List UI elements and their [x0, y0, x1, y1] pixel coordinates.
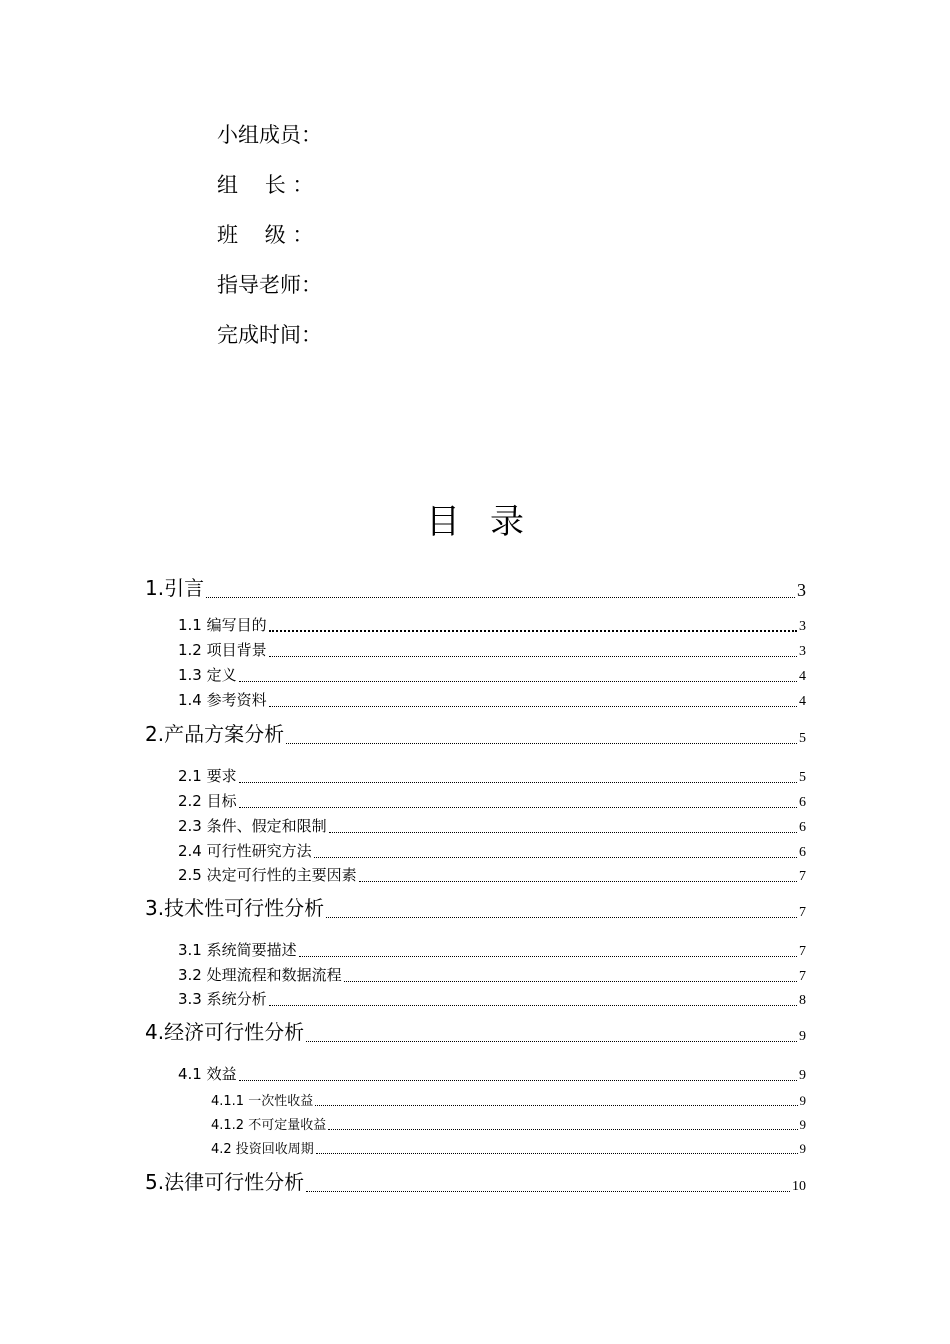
toc-entry-label: 3.3 系统分析 [178, 990, 267, 1008]
toc-entry-label: 1.引言 [145, 576, 205, 600]
toc-leader [359, 881, 797, 882]
toc-leader [299, 956, 797, 957]
toc-entry-page: 7 [799, 869, 806, 884]
toc-leader [269, 656, 797, 657]
toc-entry[interactable] [178, 840, 806, 861]
toc-entry[interactable] [145, 718, 806, 747]
toc-entry-page: 10 [792, 1179, 806, 1194]
toc-entry-label: 2.1 要求 [178, 767, 237, 785]
toc-entry[interactable] [178, 964, 806, 985]
toc-entry-label: 3.2 处理流程和数据流程 [178, 966, 342, 984]
toc-leader [286, 743, 797, 744]
toc-entry-label: 2.产品方案分析 [145, 722, 285, 746]
class-label: 班 级 ： [217, 223, 314, 247]
toc-entry-page: 8 [799, 993, 806, 1008]
toc-leader [269, 706, 797, 707]
toc-entry[interactable] [178, 765, 806, 786]
toc-entry[interactable] [178, 790, 806, 811]
toc-entry-label: 3.1 系统简要描述 [178, 941, 297, 959]
toc-entry[interactable] [178, 639, 806, 660]
toc-entry[interactable] [211, 1114, 806, 1133]
toc-leader [269, 1005, 797, 1006]
toc-entry[interactable] [145, 1016, 806, 1045]
toc-entry[interactable] [145, 892, 806, 921]
toc-entry-label: 1.4 参考资料 [178, 691, 267, 709]
cover-info-block [217, 118, 322, 368]
toc-entry-page: 9 [799, 1029, 806, 1044]
toc-entry-page: 9 [799, 1117, 806, 1132]
toc-leader [239, 1080, 797, 1081]
toc-entry-label: 2.5 决定可行性的主要因素 [178, 866, 357, 884]
toc-entry-label: 4.1.2 不可定量收益 [211, 1118, 327, 1133]
toc-leader [315, 1105, 797, 1106]
toc-entry-page: 9 [799, 1068, 806, 1083]
toc-entry[interactable] [178, 864, 806, 885]
toc-entry-page: 7 [799, 905, 806, 920]
toc-leader [239, 807, 797, 808]
toc-entry-label: 4.2 投资回收周期 [211, 1142, 314, 1157]
toc-leader [344, 981, 797, 982]
toc-entry-page: 3 [797, 580, 806, 600]
toc-entry-page: 9 [799, 1093, 806, 1108]
toc-entry-page: 6 [799, 845, 806, 860]
toc-leader [326, 917, 797, 918]
toc-entry-label: 1.1 编写目的 [178, 616, 267, 634]
toc-entry-label: 1.3 定义 [178, 666, 237, 684]
toc-leader [306, 1191, 790, 1192]
toc-leader [329, 832, 797, 833]
toc-entry-page: 4 [799, 694, 806, 709]
toc-entry-label: 4.1.1 一次性收益 [211, 1094, 314, 1109]
toc-entry[interactable] [178, 664, 806, 685]
completion-time-label: 完成时间： [217, 323, 322, 347]
toc-leader [314, 857, 797, 858]
toc-entry-label: 2.3 条件、假定和限制 [178, 817, 327, 835]
toc-entry-page: 7 [799, 969, 806, 984]
toc-entry-label: 2.4 可行性研究方法 [178, 842, 312, 860]
toc-entry-page: 3 [799, 619, 806, 634]
toc-title: 目录 [426, 502, 554, 542]
toc-entry-page: 7 [799, 944, 806, 959]
toc-entry-page: 9 [799, 1141, 806, 1156]
toc-entry-page: 3 [799, 644, 806, 659]
toc-leader [328, 1129, 797, 1130]
advisor-label: 指导老师： [217, 273, 322, 297]
toc-entry-label: 2.2 目标 [178, 792, 237, 810]
toc-entry[interactable] [211, 1090, 806, 1109]
toc-entry-label: 5.法律可行性分析 [145, 1170, 305, 1194]
toc-entry-page: 6 [799, 820, 806, 835]
toc-leader [206, 597, 795, 598]
toc-leader [239, 681, 797, 682]
members-label: 小组成员： [217, 123, 322, 147]
toc-leader [269, 630, 797, 632]
toc-entry[interactable] [211, 1138, 806, 1157]
toc-entry-page: 5 [799, 731, 806, 746]
toc-entry-page: 5 [799, 770, 806, 785]
toc-entry-label: 4.1 效益 [178, 1065, 237, 1083]
toc-entry-page: 6 [799, 795, 806, 810]
toc-entry-label: 4.经济可行性分析 [145, 1020, 305, 1044]
toc-entry-page: 4 [799, 669, 806, 684]
toc-entry[interactable] [145, 1166, 806, 1195]
toc-entry-label: 1.2 项目背景 [178, 641, 267, 659]
toc-entry[interactable] [178, 939, 806, 960]
toc-entry[interactable] [178, 614, 806, 635]
toc-entry[interactable] [178, 815, 806, 836]
toc-leader [239, 782, 797, 783]
leader-label: 组 长 ： [217, 173, 314, 197]
toc-entry[interactable] [145, 572, 806, 601]
toc-entry-label: 3.技术性可行性分析 [145, 896, 325, 920]
toc-leader [316, 1153, 798, 1154]
toc-entry[interactable] [178, 689, 806, 710]
toc-leader [306, 1041, 797, 1042]
toc-entry[interactable] [178, 988, 806, 1009]
toc-entry[interactable] [178, 1063, 806, 1084]
